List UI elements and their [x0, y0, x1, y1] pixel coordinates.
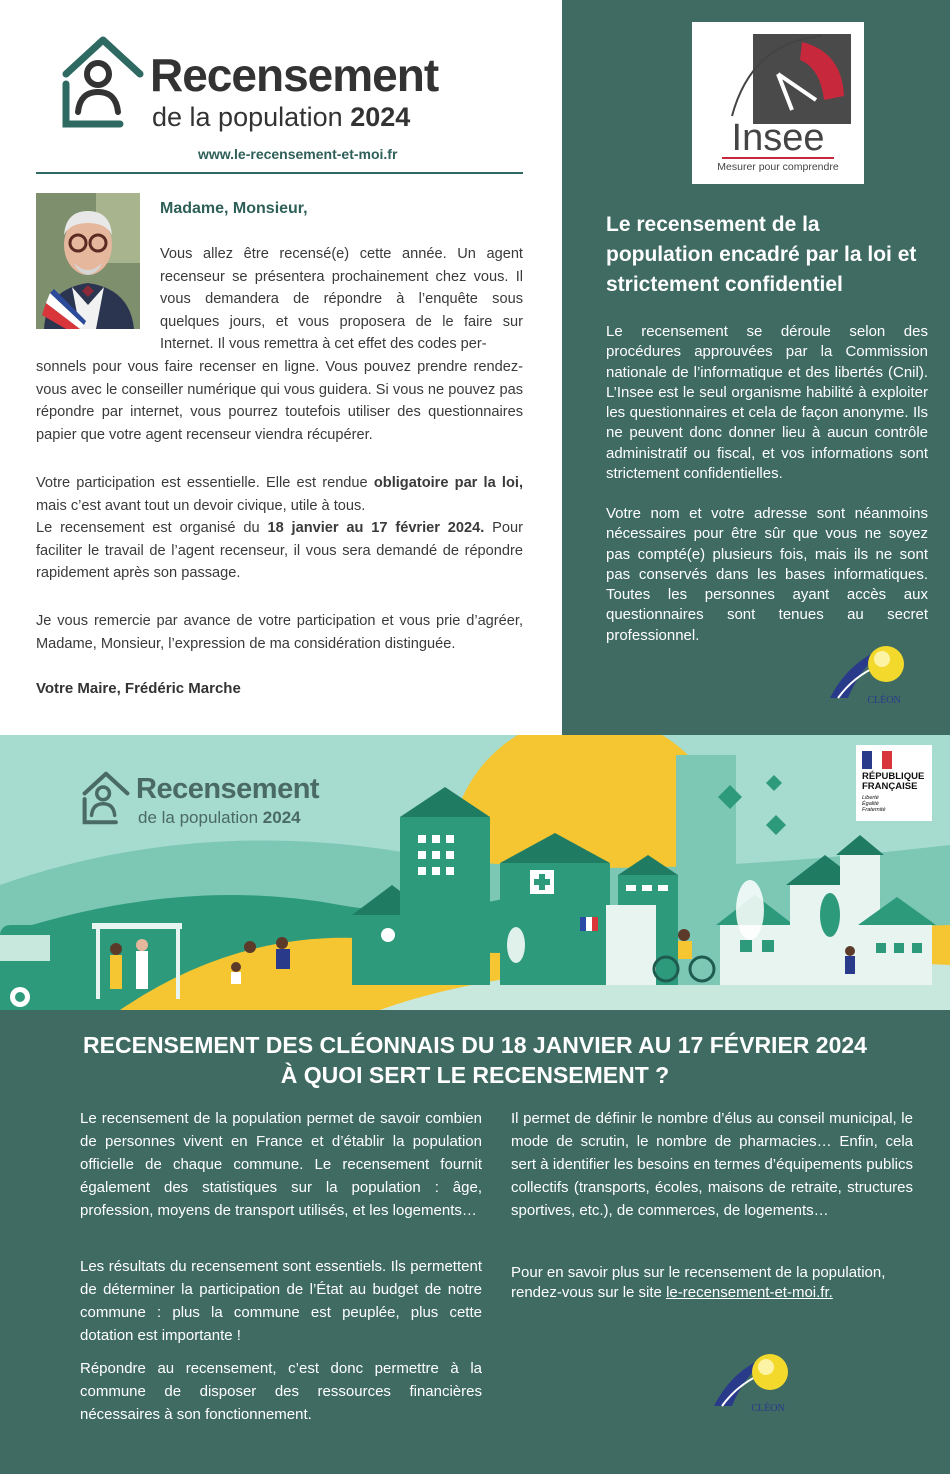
banner-logo-subtitle: de la population 2024 [138, 808, 301, 827]
website-url: www.le-recensement-et-moi.fr [198, 146, 398, 162]
letter-paragraph-1a: Vous allez être recensé(e) cette année. Un agent recenseur se présentera prochainement chez vous. Il vous demandera de répondre à l’enquête sous quelques jours, et vous proposera de le faire sur Internet. Il vous remettra à cet effet des codes per- [160, 246, 523, 353]
insee-name: Insee [731, 117, 825, 159]
confidentiality-title: Le recensement de la population encadré par la loi et strictement confidentiel [606, 213, 917, 296]
census-website-link[interactable]: le-recensement-et-moi.fr. [666, 1283, 833, 1301]
bottom-title-line-1: RECENSEMENT DES CLÉONNAIS DU 18 JANVIER AU 17 FÉVRIER 2024 [83, 1032, 867, 1058]
house-person-icon [58, 32, 148, 132]
bottom-right-paragraph-2: Pour en savoir plus sur le recensement de la population, rendez-vous sur le site le-recensement-et-moi.fr. [511, 1264, 886, 1301]
svg-text:CLÉON: CLÉON [751, 1403, 785, 1414]
house-person-icon [80, 767, 132, 829]
rf-line-2: FRANÇAISE [862, 781, 918, 792]
bottom-section [0, 1010, 950, 1474]
letter-paragraph-1b: sonnels pour vous faire recenser en ligne. Vous pouvez prendre rendez-vous avec le conseiller numérique qui vous guidera. Si vous ne pouvez pas répondre par internet, vous pourrez toutefois utiliser des questionnaires papier que votre agent recenseur viendra récupérer. [36, 359, 523, 443]
bottom-right-paragraph-1: Il permet de définir le nombre d’élus au conseil municipal, le mode de scrutin, le nombre de pharmacies… Enfin, cela sert à identifier les besoins en termes d’équipements publics collectifs (transports, écoles, maisons de retraite, structures sportives, etc.), de commerces, de logements… [511, 1110, 913, 1219]
illustration-banner [0, 735, 950, 1010]
bottom-left-paragraph-1: Le recensement de la population permet de savoir combien de personnes vivent en France et d’établir la population officielle de chaque commune. Le recensement fournit également des statistiques sur la population : âge, profession, moyens de transport utilisés, et les logements… [80, 1110, 482, 1219]
cleon-logo [828, 642, 908, 706]
marianne-icon [862, 751, 892, 769]
insee-logo [692, 22, 864, 184]
rf-line-1: RÉPUBLIQUE [862, 771, 925, 782]
insee-tagline: Mesurer pour comprendre [717, 161, 839, 173]
bottom-left-paragraph-2: Les résultats du recensement sont essentiels. Ils permettent de déterminer la participation de l’État au budget de notre commune : plus la commune est peuplée, plus cette dotation est importante ! [80, 1258, 482, 1344]
letter-paragraph-4: Je vous remercie par avance de votre participation et vous prie d’agréer, Madame, Monsieur, l’expression de ma considération distinguée. [36, 613, 523, 652]
rf-motto: Liberté Égalité Fraternité [862, 795, 886, 813]
logo-title: Recensement [150, 49, 439, 101]
letter-salutation: Madame, Monsieur, [160, 200, 308, 217]
letter-paragraph-2: Votre participation est essentielle. Elle est rendue obligatoire par la loi, mais c’est avant tout un devoir civique, utile à tous. Le recensement est organisé du 18 janvier au 17 février 2024. Pour faciliter le travail de l’agent recenseur, il vous sera demandé de répondre rapidement après son passage. [36, 475, 523, 582]
letter-panel [0, 0, 562, 735]
svg-text:CLÉON: CLÉON [867, 695, 901, 706]
cleon-logo-bottom [712, 1350, 792, 1414]
logo-subtitle: de la population 2024 [152, 102, 411, 132]
top-section [0, 0, 950, 735]
confidentiality-paragraph-1: Le recensement se déroule selon des procédures approuvées par la Commission nationale de l’informatique et des libertés (Cnil). L’Insee est le seul organisme habilité à exploiter les questionnaires et cela de façon anonyme. Ils ne peuvent donc donner lieu à aucun contrôle administratif ou fiscal, et vos informations sont strictement confidentielles. [606, 323, 928, 483]
bottom-title [0, 1030, 950, 1090]
banner-census-logo [80, 767, 350, 837]
mayor-photo [36, 193, 140, 329]
mayor-signature: Votre Maire, Frédéric Marche [36, 680, 241, 697]
confidentiality-paragraph-2: Votre nom et votre adresse sont néanmoins nécessaires pour être sûr que vous ne soyez pas compté(e) plusieurs fois, mais ils ne sont pas conservés dans les bases informatiques. Toutes les personnes ayant accès aux questionnaires sont tenues au secret professionnel. [606, 505, 928, 644]
bottom-title-line-2: À QUOI SERT LE RECENSEMENT ? [280, 1062, 670, 1088]
banner-logo-title: Recensement [136, 773, 320, 805]
divider [36, 172, 523, 174]
census-logo [58, 32, 478, 152]
republique-francaise-logo [856, 745, 932, 821]
bottom-left-paragraph-3: Répondre au recensement, c’est donc permettre à la commune de disposer des ressources financières nécessaires à son fonctionnement. [80, 1360, 482, 1423]
